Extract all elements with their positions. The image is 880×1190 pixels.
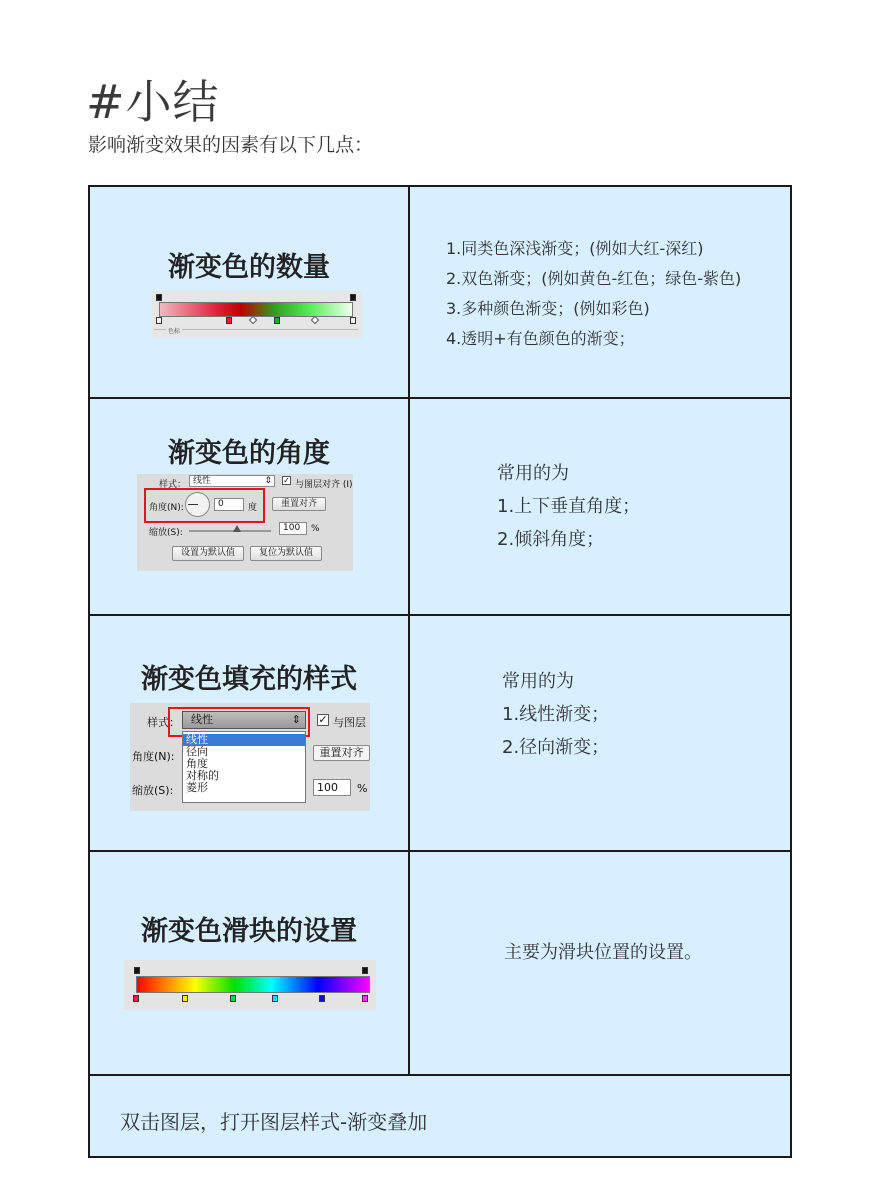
list-item: 常用的为 — [497, 463, 569, 484]
gradient-overlay-dialog-screenshot — [137, 474, 353, 571]
gradient-bar — [159, 302, 353, 317]
row-heading-style: 渐变色填充的样式 — [141, 664, 357, 695]
color-stop-icon — [350, 317, 356, 324]
row-description-color-count — [446, 234, 741, 354]
opacity-stop-icon — [350, 294, 356, 301]
row-description-slider — [504, 938, 702, 964]
chevron-updown-icon: ⇕ — [264, 476, 272, 486]
list-item: 1.上下垂直角度； — [497, 496, 641, 517]
style-value: 线性 — [193, 476, 212, 486]
style-label: 样式： — [147, 716, 180, 729]
style-options-list[interactable] — [182, 731, 306, 803]
color-stop-icon — [182, 995, 188, 1002]
reset-align-button[interactable]: 重置对齐 — [313, 745, 370, 761]
midpoint-icon — [249, 316, 257, 324]
slider-handle-icon[interactable] — [233, 525, 241, 532]
list-item: 主要为滑块位置的设置。 — [504, 942, 702, 963]
style-value: 线性 — [191, 713, 213, 726]
rainbow-gradient-screenshot — [124, 960, 376, 1010]
scale-label: 缩放(S): — [149, 528, 183, 538]
option-linear[interactable]: 线性 — [183, 734, 305, 746]
list-item: 2.径向渐变； — [502, 737, 610, 758]
align-label: 与图层对齐 (I) — [295, 480, 353, 490]
row-heading-angle: 渐变色的角度 — [168, 438, 330, 469]
style-select[interactable] — [189, 475, 275, 487]
summary-table — [88, 185, 792, 1158]
scale-unit: % — [357, 782, 368, 795]
scale-label: 缩放(S): — [132, 784, 174, 797]
chevron-updown-icon: ⇕ — [291, 713, 301, 726]
color-stop-icon — [319, 995, 325, 1002]
option-angle[interactable]: 角度 — [186, 757, 208, 770]
style-dropdown-screenshot — [130, 703, 370, 811]
page-title: #小结 — [86, 75, 220, 129]
color-stop-icon — [362, 995, 368, 1002]
align-label: 与图层 — [333, 716, 366, 729]
list-item: 2.倾斜角度； — [497, 529, 605, 550]
color-stop-label: 色标 — [168, 328, 181, 335]
angle-label: 角度(N): — [149, 503, 184, 513]
opacity-stop-icon — [134, 967, 140, 974]
row-heading-slider: 渐变色滑块的设置 — [141, 916, 357, 947]
row-description-angle — [497, 457, 640, 556]
list-item: 常用的为 — [502, 671, 574, 692]
color-stop-icon — [156, 317, 162, 324]
option-diamond[interactable]: 菱形 — [186, 781, 208, 794]
midpoint-icon — [311, 316, 319, 324]
list-item: 1.同类色深浅渐变；(例如大红-深红) — [446, 239, 704, 258]
reset-align-button[interactable]: 重置对齐 — [272, 497, 326, 511]
footer-note: 双击图层，打开图层样式-渐变叠加 — [120, 1110, 428, 1134]
column-divider — [408, 187, 410, 1074]
highlight-box — [144, 488, 265, 523]
option-radial[interactable]: 径向 — [186, 745, 208, 758]
color-stop-icon — [226, 317, 232, 324]
gradient-editor-screenshot — [152, 291, 362, 338]
page-subtitle: 影响渐变效果的因素有以下几点： — [88, 134, 374, 156]
color-stop-icon — [133, 995, 139, 1002]
row-divider — [90, 1074, 790, 1076]
row-description-style — [502, 665, 609, 764]
row-divider — [90, 614, 790, 616]
reset-default-button[interactable]: 复位为默认值 — [250, 546, 322, 561]
color-stop-icon — [272, 995, 278, 1002]
align-checkbox[interactable]: ✓ — [283, 476, 290, 485]
align-checkbox[interactable]: ✓ — [318, 713, 328, 726]
style-label: 样式： — [159, 480, 187, 490]
color-stop-icon — [274, 317, 280, 324]
list-item: 1.线性渐变； — [502, 704, 610, 725]
color-stop-icon — [230, 995, 236, 1002]
angle-input[interactable]: 0 — [214, 498, 244, 511]
option-reflected[interactable]: 对称的 — [186, 769, 219, 782]
opacity-stop-icon — [156, 294, 162, 301]
angle-label: 角度(N): — [132, 750, 175, 763]
row-divider — [90, 850, 790, 852]
scale-input[interactable]: 100 — [279, 522, 307, 535]
separator — [154, 329, 358, 330]
scale-input[interactable]: 100 — [313, 779, 351, 796]
list-item: 2.双色渐变；(例如黄色-红色；绿色-紫色) — [446, 269, 742, 288]
gradient-bar — [136, 976, 370, 993]
scale-unit: % — [311, 524, 320, 534]
set-default-button[interactable]: 设置为默认值 — [172, 546, 244, 561]
row-divider — [90, 397, 790, 399]
list-item: 3.多种颜色渐变；(例如彩色) — [446, 299, 650, 318]
opacity-stop-icon — [362, 967, 368, 974]
list-item: 4.透明+有色颜色的渐变； — [446, 329, 635, 348]
scale-slider[interactable] — [189, 530, 271, 532]
angle-unit: 度 — [248, 503, 258, 513]
row-heading-color-count: 渐变色的数量 — [168, 252, 330, 283]
